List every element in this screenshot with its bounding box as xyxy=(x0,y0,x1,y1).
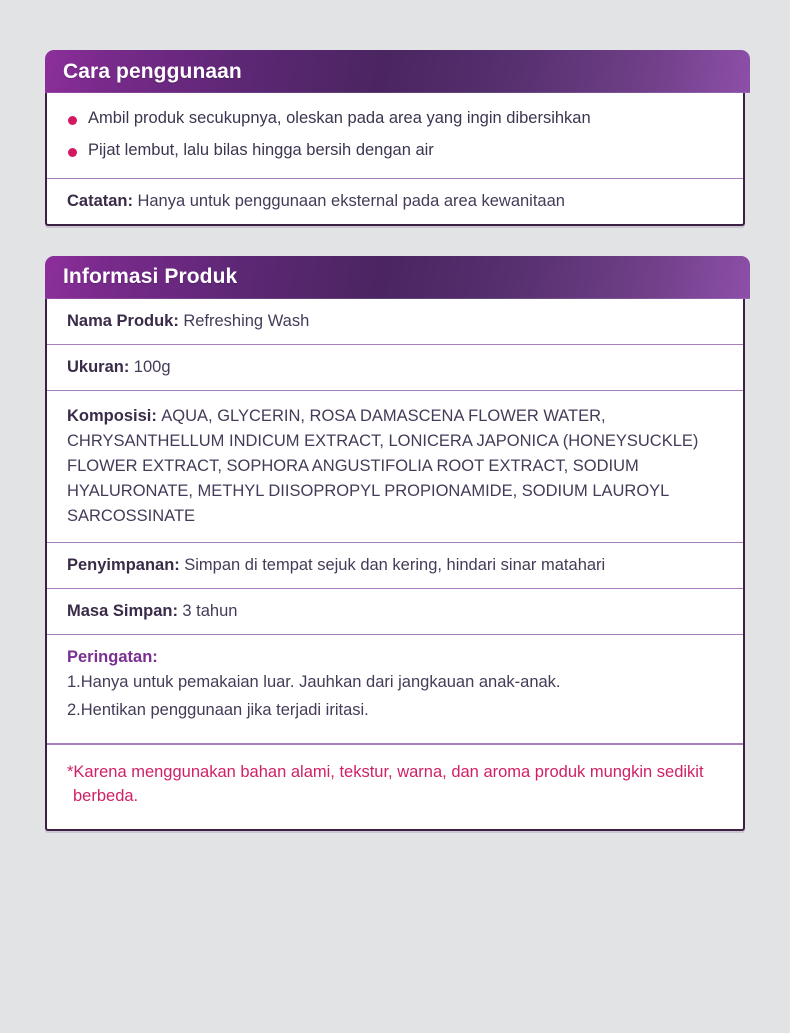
usage-step-text: Pijat lembut, lalu bilas hingga bersih dengan air xyxy=(88,141,434,160)
product-footnote-row xyxy=(47,744,743,829)
usage-note-value: Hanya untuk penggunaan eksternal pada area kewanitaan xyxy=(137,191,565,210)
product-card-title: Informasi Produk xyxy=(63,265,238,289)
usage-note-row xyxy=(47,179,743,224)
row-value: AQUA, GLYCERIN, ROSA DAMASCENA FLOWER WATER, CHRYSANTHELLUM INDICUM EXTRACT, LONICERA JAPONICA (HONEYSUCKLE) FLOWER EXTRACT, SOPHORA ANGUSTIFOLIA ROOT EXTRACT, SODIUM HYALURONATE, METHYL DIISOPROPYL PROPIONAMIDE, SODIUM LAUROYL SARCOSSINATE xyxy=(67,406,699,526)
usage-card-title: Cara penggunaan xyxy=(63,59,242,83)
row-label: Nama Produk: xyxy=(67,311,179,330)
product-card-body xyxy=(45,299,745,831)
product-card xyxy=(45,256,750,831)
warning-item: 1.Hanya untuk pemakaian luar. Jauhkan dari jangkauan anak-anak. xyxy=(67,673,561,692)
row-label: Komposisi: xyxy=(67,406,157,425)
product-row-peringatan xyxy=(47,635,743,744)
row-value: Simpan di tempat sejuk dan kering, hindari sinar matahari xyxy=(184,556,606,575)
row-value: Refreshing Wash xyxy=(183,311,310,330)
product-card-header xyxy=(45,256,750,299)
row-label: Masa Simpan: xyxy=(67,602,178,621)
row-label: Penyimpanan: xyxy=(67,556,180,575)
product-row-komposisi xyxy=(47,391,743,543)
footnote-text: *Karena menggunakan bahan alami, tekstur, warna, dan aroma produk mungkin sedikit berbeda. xyxy=(67,763,704,806)
product-row-ukuran xyxy=(47,345,743,391)
usage-step-text: Ambil produk secukupnya, oleskan pada area yang ingin dibersihkan xyxy=(88,109,591,127)
card-spacer xyxy=(45,226,750,256)
usage-step-item xyxy=(67,139,725,162)
usage-note-label: Catatan: xyxy=(67,191,134,210)
usage-steps-row xyxy=(47,93,743,179)
row-label: Ukuran: xyxy=(67,357,130,376)
usage-step-item xyxy=(67,107,725,130)
product-row-nama-produk xyxy=(47,299,743,345)
bullet-dot-icon xyxy=(68,116,77,125)
row-value: 100g xyxy=(133,357,171,376)
usage-card xyxy=(45,50,750,226)
usage-card-body xyxy=(45,93,745,226)
warning-item: 2.Hentikan penggunaan jika terjadi iritasi. xyxy=(67,701,369,720)
row-value: 3 tahun xyxy=(182,602,238,621)
product-row-penyimpanan xyxy=(47,543,743,589)
usage-card-header xyxy=(45,50,750,93)
bullet-dot-icon xyxy=(68,148,77,157)
warning-label: Peringatan: xyxy=(67,648,158,667)
product-row-masa-simpan xyxy=(47,589,743,635)
